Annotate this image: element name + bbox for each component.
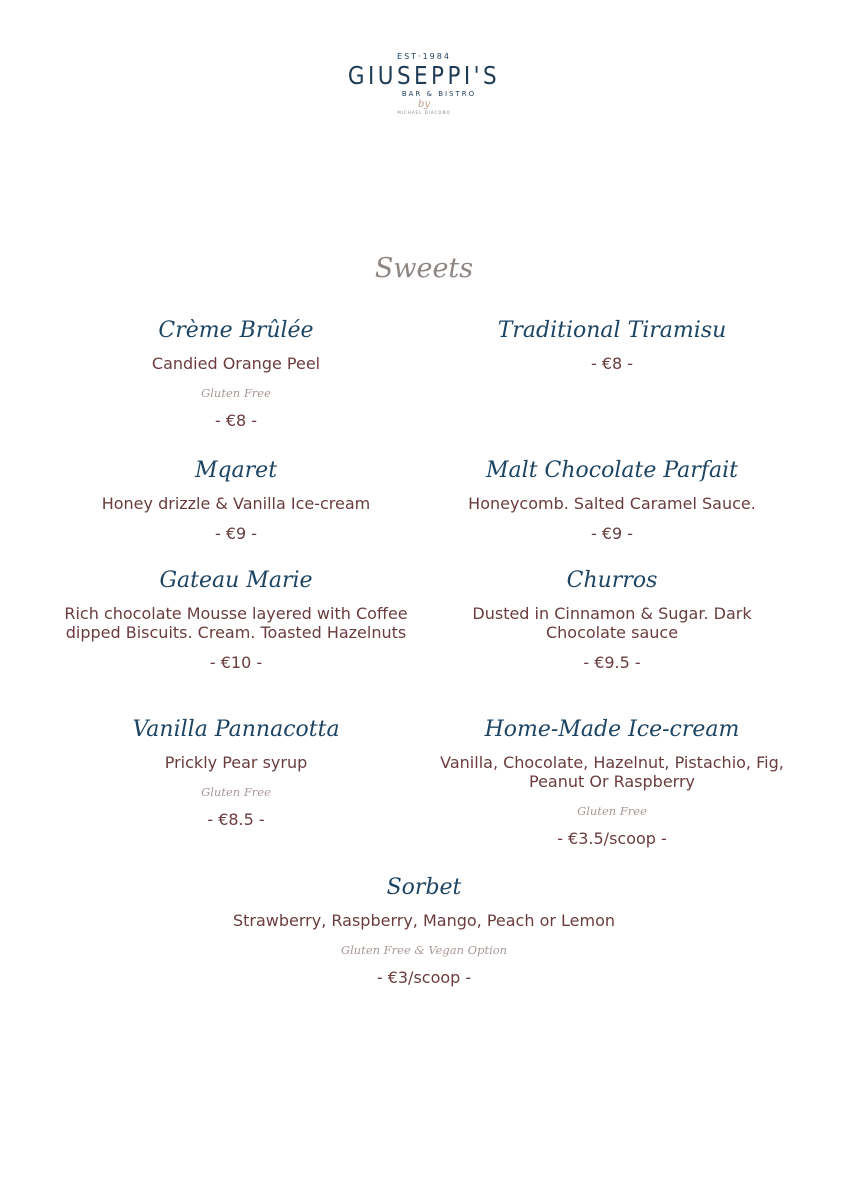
item-name: Home-Made Ice-cream — [484, 717, 740, 742]
item-dietary-note: Gluten Free & Vegan Option — [340, 943, 508, 957]
menu-item-gateau-marie — [60, 566, 412, 672]
item-price: - €8.5 - — [207, 810, 265, 829]
item-price: - €9 - — [214, 524, 258, 543]
item-description: Honey drizzle & Vanilla Ice-cream — [101, 494, 371, 513]
section-title: Sweets — [374, 253, 474, 284]
item-price: - €3/scoop - — [376, 968, 472, 987]
menu-item-creme-brulee — [60, 316, 412, 430]
item-dietary-note: Gluten Free — [201, 386, 271, 400]
item-price: - €8 - — [214, 411, 258, 430]
menu-item-home-made-ice-cream — [436, 715, 788, 848]
logo-established: EST·1984 — [397, 52, 451, 61]
menu-item-tiramisu — [436, 316, 788, 373]
item-name: Sorbet — [386, 875, 462, 900]
menu-item-churros — [450, 566, 774, 672]
logo-subtitle: BAR & BISTRO — [401, 90, 477, 98]
item-dietary-note: Gluten Free — [201, 785, 271, 799]
item-price: - €8 - — [590, 354, 634, 373]
item-description: Candied Orange Peel — [151, 354, 321, 373]
logo-signature: MICHAEL DIACONO — [397, 110, 451, 115]
item-description: Honeycomb. Salted Caramel Sauce. — [468, 494, 756, 513]
item-name: Traditional Tiramisu — [497, 318, 727, 343]
brand-logo — [324, 52, 524, 116]
item-name: Malt Chocolate Parfait — [486, 458, 738, 483]
item-name: Gateau Marie — [159, 568, 313, 593]
item-price: - €9.5 - — [583, 653, 641, 672]
item-name: Crème Brûlée — [158, 318, 314, 343]
item-name: Churros — [566, 568, 658, 593]
item-description: Prickly Pear syrup — [164, 753, 308, 772]
logo-by: by — [417, 99, 431, 110]
logo-name: GIUSEPPI'S — [347, 61, 501, 90]
menu-item-mqaret — [60, 456, 412, 543]
item-price: - €9 - — [590, 524, 634, 543]
item-price: - €3.5/scoop - — [557, 829, 667, 848]
item-description: Dusted in Cinnamon & Sugar. Dark Chocolate sauce — [472, 604, 752, 642]
item-dietary-note: Gluten Free — [577, 804, 647, 818]
item-name: Vanilla Pannacotta — [132, 717, 340, 742]
menu-item-vanilla-pannacotta — [60, 715, 412, 829]
item-description: Rich chocolate Mousse layered with Coffee dipped Biscuits. Cream. Toasted Hazelnuts — [64, 604, 408, 642]
item-description: Strawberry, Raspberry, Mango, Peach or Lemon — [232, 911, 616, 930]
item-name: Mqaret — [194, 458, 278, 483]
menu-item-malt-chocolate-parfait — [436, 456, 788, 543]
item-price: - €10 - — [209, 653, 263, 672]
item-description: Vanilla, Chocolate, Hazelnut, Pistachio, Fig, Peanut Or Raspberry — [440, 753, 784, 791]
menu-item-sorbet — [124, 873, 724, 987]
